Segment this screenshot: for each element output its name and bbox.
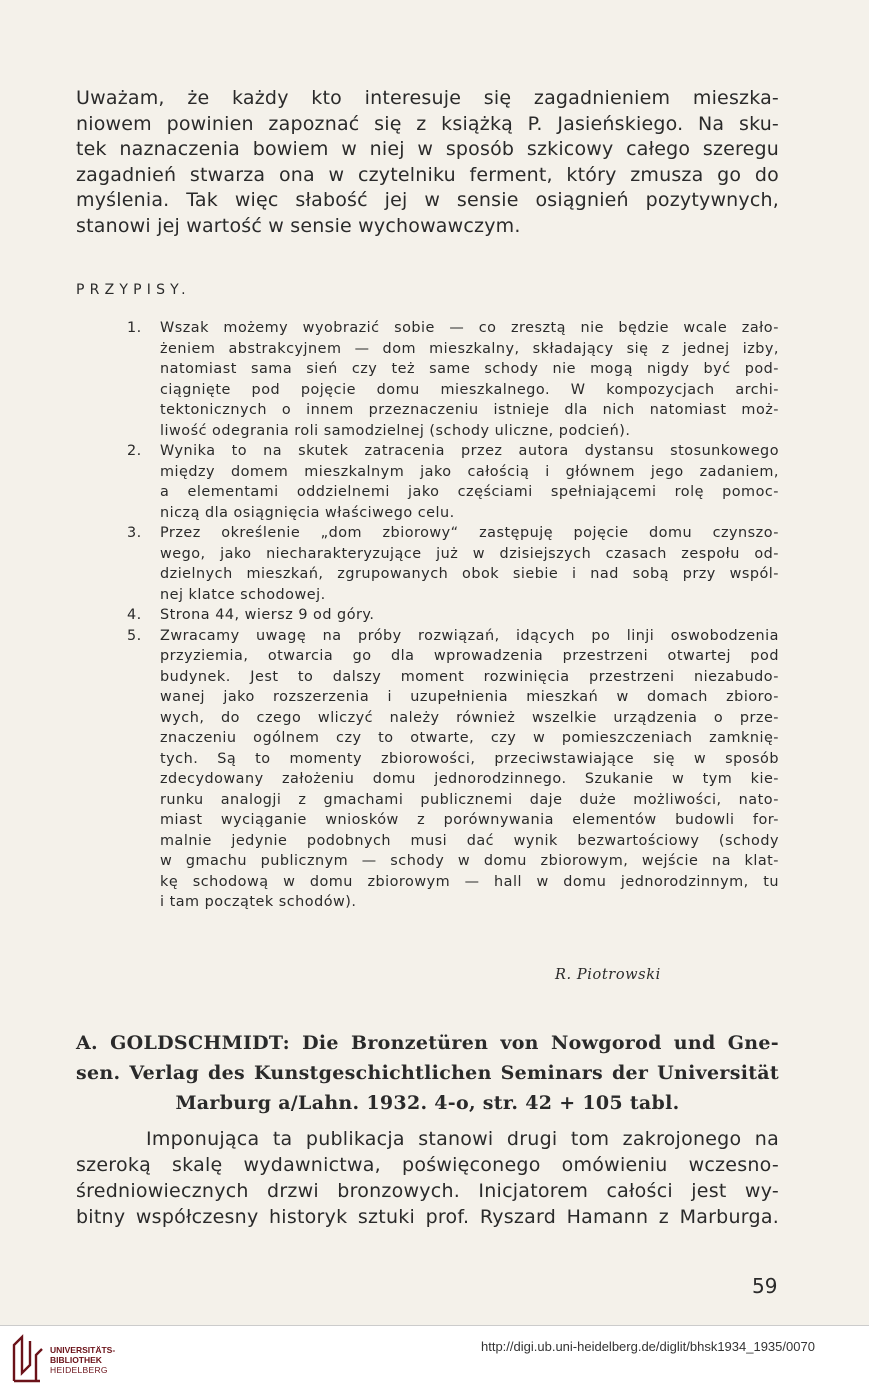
- text-line: tych. Są to momenty zbiorowości, przeciwstawiające się w sposób: [160, 750, 779, 767]
- text-line: Wszak możemy wyobrazić sobie — co zresztą nie będzie wcale zało-: [160, 320, 779, 336]
- text-line: myślenia. Tak więc słabość jej w sensie osiągnień pozytywnych,: [76, 189, 779, 211]
- text-line: między domem mieszkalnym jako całością i głównem jego zadaniem,: [160, 463, 779, 480]
- heading-line: Marburg a/Lahn. 1932. 4-o, str. 42 + 105 tabl.: [175, 1092, 680, 1114]
- footnote-text: [160, 318, 779, 441]
- footnote-4: [76, 605, 779, 626]
- logo-line: HEIDELBERG: [50, 1365, 108, 1375]
- footnote-5: [76, 626, 779, 913]
- document-url-link[interactable]: http://digi.ub.uni-heidelberg.de/diglit/bhsk1934_1935/0070: [481, 1339, 815, 1354]
- footnote-number: 3.: [127, 525, 142, 541]
- text-line: zagadnień stwarza ona w czytelniku ferment, który zmusza go do: [76, 163, 779, 186]
- author-signature: R. Piotrowski: [555, 967, 661, 983]
- footnote-number: 4.: [127, 607, 142, 623]
- footer-divider: [0, 1325, 869, 1326]
- intro-paragraph: [76, 86, 779, 239]
- review-heading: [76, 1028, 779, 1118]
- university-logo-icon[interactable]: [10, 1333, 44, 1385]
- logo-line: BIBLIOTHEK: [50, 1355, 102, 1365]
- text-line: i tam początek schodów).: [160, 894, 357, 910]
- viewer-footer: [0, 1325, 869, 1393]
- text-line: tek naznaczenia bowiem w niej w sposób szkicowy całego szeregu: [76, 138, 779, 160]
- footnote-text: [160, 441, 779, 523]
- text-line: tektonicznych o innem przeznaczeniu istnieje dla nich natomiast moż-: [160, 402, 779, 418]
- library-name[interactable]: [50, 1345, 115, 1375]
- footnotes-list: [76, 318, 779, 913]
- text-line: dzielnych mieszkań, zgrupowanych obok siebie i nad sobą przy wspól-: [160, 566, 779, 582]
- text-line: liwość odegrania roli samodzielnej (schody uliczne, podcień).: [160, 422, 631, 439]
- text-line: zdecydowany założeniu domu jednorodzinnego. Szukanie w tym kie-: [160, 771, 779, 787]
- footnote-number: 1.: [127, 320, 142, 336]
- text-line: natomiast sama sień czy też same schody nie mogą nigdy być pod-: [160, 361, 779, 377]
- heading-line: A. GOLDSCHMIDT: Die Bronzetüren von Nowgorod und Gne-: [76, 1032, 779, 1054]
- text-line: Wynika to na skutek zatracenia przez autora dystansu stosunkowego: [160, 443, 779, 459]
- text-line: szeroką skalę wydawnictwa, poświęconego omówieniu wczesno-: [76, 1154, 779, 1176]
- text-line: miast wyciąganie wniosków z porównywania elementów budowli for-: [160, 812, 779, 828]
- text-line: stanowi jej wartość w sensie wychowawczym.: [76, 214, 521, 237]
- text-line: kę schodową w domu zbiorowym — hall w domu jednorodzinnym, tu: [160, 873, 779, 890]
- text-line: w gmachu publicznym — schody w domu zbiorowym, wejście na klat-: [160, 853, 779, 869]
- page-number: 59: [752, 1274, 778, 1298]
- text-line: żeniem abstrakcyjnem — dom mieszkalny, składający się z jednej izby,: [160, 340, 779, 357]
- text-line: malnie jedynie podobnych musi dać wynik bezwartościowy (schody: [160, 832, 779, 849]
- heading-line: sen. Verlag des Kunstgeschichtlichen Seminars der Universität: [76, 1062, 779, 1084]
- footnote-2: [76, 441, 779, 523]
- text-line: przyziemia, otwarcia go dla wprowadzenia przestrzeni otwartej pod: [160, 648, 779, 664]
- text-line: ciągnięte pod pojęcie domu mieszkalnego. W kompozycjach archi-: [160, 381, 779, 398]
- text-line: wego, jako niecharakteryzujące już w dzisiejszych czasach zespołu od-: [160, 545, 779, 562]
- text-line: nej klatce schodowej.: [160, 586, 326, 603]
- text-line: Przez określenie „dom zbiorowy“ zastępuję pojęcie domu czynszo-: [160, 525, 779, 541]
- footnote-3: [76, 523, 779, 605]
- footnote-number: 2.: [127, 443, 142, 459]
- text-line: a elementami oddzielnemi jako częściami spełniającemi rolę pomoc-: [160, 484, 779, 500]
- footnote-number: 5.: [127, 627, 142, 644]
- footnotes-heading: PRZYPISY.: [76, 282, 191, 298]
- text-line: bitny współczesny historyk sztuki prof. Ryszard Hamann z Marburga.: [76, 1206, 779, 1228]
- text-line: wych, do czego wliczyć należy również wszelkie urządzenia o prze-: [160, 709, 779, 726]
- text-line: Uważam, że każdy kto interesuje się zagadnieniem mieszka-: [76, 87, 779, 109]
- text-line: runku analogji z gmachami publicznemi daje duże możliwości, nato-: [160, 791, 779, 808]
- text-line: średniowiecznych drzwi bronzowych. Inicjatorem całości jest wy-: [76, 1180, 779, 1202]
- text-line: znaczeniu ogólnem czy to otwarte, czy w pomieszczeniach zamknię-: [160, 730, 779, 746]
- footnote-text: [160, 523, 779, 605]
- review-paragraph: [76, 1126, 779, 1230]
- logo-line: UNIVERSITÄTS-: [50, 1345, 116, 1355]
- footnote-text: [160, 626, 779, 913]
- text-line: Strona 44, wiersz 9 od góry.: [160, 607, 375, 623]
- footnote-text: [160, 605, 779, 626]
- text-line: Zwracamy uwagę na próby rozwiązań, idących po linji oswobodzenia: [160, 627, 779, 644]
- text-line: niowem powinien zapoznać się z książką P. Jasieńskiego. Na sku-: [76, 112, 779, 135]
- footnote-1: [76, 318, 779, 441]
- text-line: Imponująca ta publikacja stanowi drugi tom zakrojonego na: [146, 1128, 779, 1150]
- text-line: wanej jako rozszerzenia i uzupełnienia mieszkań w domach zbioro-: [160, 689, 779, 705]
- text-line: niczą dla osiągnięcia właściwego celu.: [160, 504, 455, 521]
- text-line: budynek. Jest to dalszy moment rozwinięcia przestrzeni niezabudo-: [160, 668, 779, 685]
